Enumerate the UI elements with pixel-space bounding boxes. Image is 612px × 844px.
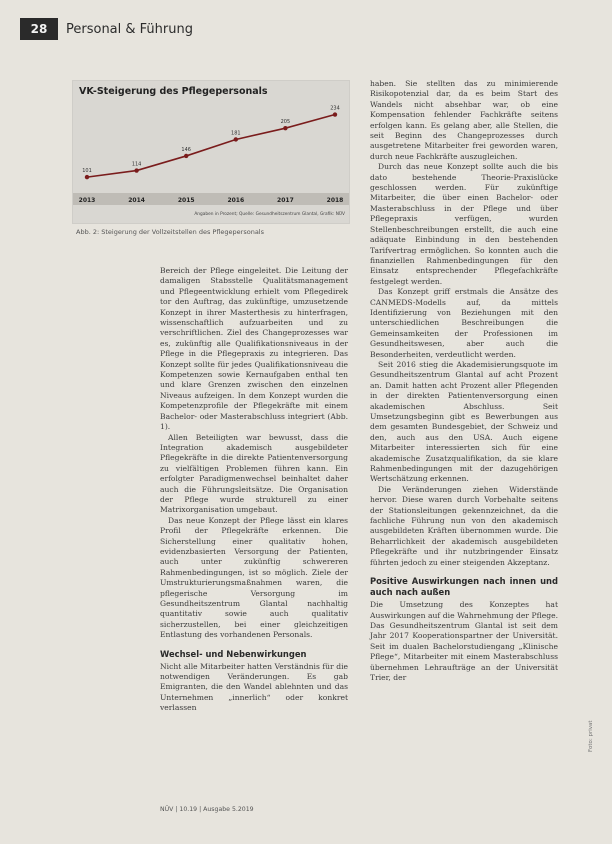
line-chart (73, 81, 349, 223)
x-tick-label: 2015 (177, 197, 195, 204)
chart-source: Angaben in Prozent; Quelle: Gesundheitszentrum Glantal, Grafik: NÜV (194, 212, 345, 217)
subheading: Wechsel- und Nebenwirkungen (160, 648, 307, 659)
x-axis-band (73, 193, 349, 205)
paragraph: Allen Beteiligten war bewusst, dass die Integration akademisch ausgebildeter Pflegekräfte in die direkte Patientenversorgung zu vielfältigen Problemen führen kann. Ein erfolgter Paradigmenwechsel beinhaltet daher auch die Führungsleitsätze. Die Organisation der Pflege wurde strukturell zu einer Matrixorganisation umgebaut. (160, 432, 348, 515)
paragraph: Bereich der Pflege eingeleitet. Die Leitung der damaligen Stabsstelle Qualitätsmanagement und Pflegeentwicklung erhielt vom Pflegedirek tor den Auftrag, das zukünftige, umzusetzende Konzept in ihrer Masterthesis zu hinterfragen, wissenschaftlich aufzuarbeiten und zu verschriftlichen. Ziel des Changeprozesses war es, zukünftig alle Qualifikationsniveaus in der Pflege in die Pflegepraxis zu integrieren. Das Konzept sollte für jedes Qualifikationsniveau die Kompetenzen sowie Kernaufgaben enthal ten und klare Grenzen zwischen den einzelnen Niveaus aufzeigen. In dem Konzept wurden die Kompetenzprofile der Pflegekräfte mit einem Bachelor- oder Masterabschluss integriert (Abb. 1). (160, 266, 348, 432)
paragraph: haben. Sie stellten das zu minimierende Risikopotenzial dar, da es beim Start des Wandels nicht absehbar war, ob eine Kompensation fehlender Fachkräfte seitens erfolgen kann. Es gelang aber, alle Stellen, die seit Beginn des Changeprozesses durch ausgetretene Mitarbeiter frei geworden waren, durch neue Fachkräfte auszugleichen. (370, 79, 558, 161)
figure-caption: Abb. 2: Steigerung der Vollzeitstellen des Pflegepersonals (76, 228, 264, 236)
x-tick-label: 2013 (78, 197, 96, 204)
section-title: Personal & Führung (66, 21, 193, 37)
subheading: Positive Auswirkungen nach innen und auch nach außen (370, 576, 558, 598)
data-label: 146 (181, 146, 191, 153)
data-point (184, 154, 188, 158)
data-label: 234 (330, 105, 340, 112)
data-label: 205 (280, 119, 291, 126)
paragraph: Die Veränderungen ziehen Widerstände hervor. Diese waren durch Vorbehalte seitens der Stationsleitungen gekennzeichnet, da die fachliche Führung nun von den akademisch ausgebildeten Kräften übernommen wurde. Die Beharrlichkeit der akademisch ausgebildeten Pflegekräfte und ihr nutzbringender Einsatz führten jedoch zu einer steigenden Akzeptanz. (370, 484, 558, 567)
page-header (20, 18, 193, 40)
data-point (283, 126, 287, 130)
paragraph: Die Umsetzung des Konzeptes hat Auswirkungen auf die Wahrnehmung der Pflege. Das Gesundheitszentrum Glantal ist seit dem Jahr 2017 Kooperationspartner der Universität. Seit im dualen Bachelorstudiengang „Klinische Pflege“, Mitarbeiter mit einem Masterabschluss übernehmen Lehraufträge an der Universität Trier, der (370, 600, 558, 682)
x-tick-label: 2014 (128, 197, 145, 204)
data-point (333, 112, 337, 116)
x-tick-label: 2016 (227, 197, 245, 204)
data-label: 114 (131, 161, 142, 168)
data-point (85, 175, 89, 179)
photo-credit: Foto: privat (588, 720, 594, 752)
paragraph: Durch das neue Konzept sollte auch die bis dato bestehende Theorie-Praxislücke geschlossen werden. Für zukünftige Mitarbeiter, die über einen Bachelor- oder Masterabschluss in der Pflege und über Pflegepraxis verfügen, wurden Stellenbeschreibungen erstellt, die auch eine adäquate Einbindung in den bestehenden Tarifvertrag ermöglichen. So konnten auch die finanziellen Rahmenbedingungen für den Einsatz entsprechender Pflegefachkräfte festgelegt werden. (370, 162, 558, 286)
x-tick-label: 2017 (277, 197, 294, 204)
data-label: 181 (231, 130, 241, 137)
x-tick-label: 2018 (326, 197, 344, 204)
data-point (134, 168, 138, 172)
right-column (370, 79, 558, 683)
paragraph: Nicht alle Mitarbeiter hatten Verständnis für die notwendigen Veränderungen. Es gab Emigranten, die den Wandel ablehnten und das Unternehmen „innerlich“ oder konkret verlassen (160, 661, 348, 713)
data-point (234, 137, 238, 141)
series-line (87, 115, 335, 178)
page-footer: NÜV | 10.19 | Ausgabe 5.2019 (160, 806, 254, 813)
chart-title: VK-Steigerung des Pflegepersonals (79, 86, 268, 97)
chart-figure (72, 80, 350, 224)
data-label: 101 (82, 168, 92, 175)
paragraph: Das neue Konzept der Pflege lässt ein klares Profil der Pflegekräfte erkennen. Die Sicherstellung einer qualitativ hohen, evidenzbasierten Versorgung der Patienten, auch unter zukünftig schwereren Rahmenbedingungen, ist so möglich. Ziele der Umstrukturierungsmaßnahmen waren, die pflegerische Versorgung im Gesundheitszentrum Glantal nachhaltig quantitativ sowie auch qualitativ sicherzustellen, bei einer gleichzeitigen Entlastung des vorhandenen Personals. (160, 515, 348, 640)
paragraph: Das Konzept griff erstmals die Ansätze des CANMEDS-Modells auf, da mittels Identifizierung von Beziehungen mit den unterschiedlichen Beschreibungen die Gemeinsamkeiten der Professionen im Gesundheitswesen, aber auch die Besonderheiten, verdeutlicht werden. (370, 287, 558, 359)
paragraph: Seit 2016 stieg die Akademisierungsquote im Gesundheitszentrum Glantal auf acht Prozent an. Damit hatten acht Prozent aller Pflegenden in der direkten Patientenversorgung einen akademischen Abschluss. Seit Umsetzungsbeginn gibt es Bewerbungen aus dem gesamten Bundesgebiet, der Schweiz und den, auch aus den USA. Auch eigene Mitarbeiter interessierten sich für eine akademische Zusatzqualifikation, da sie klare Rahmenbedingungen mit der dazugehörigen Wertschätzung erkennen. (370, 359, 558, 484)
left-column (160, 266, 348, 714)
page-number: 28 (20, 18, 58, 40)
